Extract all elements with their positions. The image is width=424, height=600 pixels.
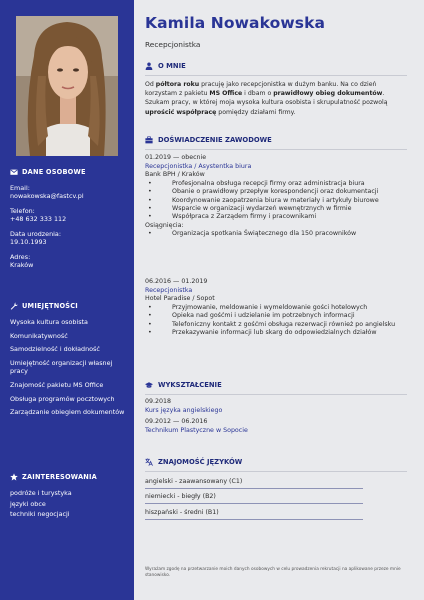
- email-label: Email:: [10, 184, 30, 192]
- job-duties: [145, 304, 407, 338]
- job-company: Hotel Paradise / Sopot: [145, 295, 215, 303]
- language-item: hiszpański - średni (B1): [145, 509, 219, 516]
- duty-item: • Współpraca z Zarządem firmy i pracownikami: [145, 213, 407, 221]
- duty-item: • Opieka nad gośćmi i udzielanie im potrzebnych informacji: [145, 312, 407, 320]
- gdpr-footer: Wyrażam zgodę na przetwarzanie moich danych osobowych w celu prowadzenia rekrutacji na aplikowane przeze mnie stanowisko.: [145, 567, 401, 578]
- interests-heading: [10, 472, 128, 482]
- language-underline: [145, 488, 363, 489]
- language-underline: [145, 503, 363, 504]
- candidate-role: Recepcjonistka: [145, 40, 201, 49]
- education-name: Technikum Plastyczne w Sopocie: [145, 426, 248, 434]
- personal-data-section: [10, 167, 128, 276]
- divider: [145, 75, 407, 76]
- achievements-list: [145, 230, 407, 238]
- skills-heading: [10, 301, 128, 311]
- about-heading: [145, 62, 186, 70]
- sidebar: [0, 0, 134, 600]
- job-dates: 01.2019 — obecnie: [145, 154, 207, 161]
- languages-title: ZNAJOMOŚĆ JĘZYKÓW: [158, 458, 243, 466]
- experience-heading: [145, 136, 272, 144]
- divider: [145, 149, 407, 150]
- duty-item: • Przekazywanie informacji lub skarg do odpowiedzialnych działów: [145, 329, 407, 337]
- envelope-icon: [10, 168, 18, 176]
- duty-item: • Telefoniczny kontakt z gośćmi obsługa rezerwacji również po angielsku: [145, 321, 407, 329]
- birth-value: 19.10.1993: [10, 238, 47, 246]
- languages-heading: [145, 458, 242, 466]
- about-text: Od półtora roku pracuję jako recepcjonistka w dużym banku. Na co dzień korzystam z pakietu MS Office i dbam o prawidłowy obieg dokumentów. Szukam pracy, w której moja wysoka kultura osobista i skrupulatność pozwolą uprościć współpracę pomiędzy działami firmy.: [145, 81, 388, 116]
- achievement-item: • Organizacja spotkania Świątecznego dla 150 pracowników: [145, 230, 407, 238]
- briefcase-icon: [145, 136, 153, 144]
- education-name: Kurs języka angielskiego: [145, 406, 223, 414]
- interests-title: ZAINTERESOWANIA: [22, 473, 97, 481]
- interest-item: podróże i turystyka: [10, 489, 72, 497]
- job-entry: [145, 278, 407, 337]
- education-dates: 09.2018: [145, 398, 172, 405]
- candidate-name: Kamila Nowakowska: [145, 14, 326, 32]
- phone-value: +48 632 333 112: [10, 215, 67, 223]
- skills-title: UMIEJĘTNOŚCI: [22, 302, 78, 310]
- duty-item: • Obanie o prawidłowy przepływ korespondencji oraz dokumentacji: [145, 188, 407, 196]
- skill-item: Samodzielność i dokładność: [10, 345, 100, 354]
- education-title: WYKSZTAŁCENIE: [158, 381, 222, 389]
- personal-data-title: DANE OSOBOWE: [22, 168, 86, 176]
- education-heading: [145, 381, 222, 389]
- skill-item: Wysoka kultura osobista: [10, 318, 88, 326]
- about-title: O MNIE: [158, 62, 186, 70]
- email-value[interactable]: nowakowska@fastcv.pl: [10, 192, 84, 200]
- skill-item: Znajomość pakietu MS Office: [10, 380, 104, 389]
- job-title: Recepcjonistka / Asystentka biura: [145, 162, 252, 170]
- job-dates: 06.2016 — 01.2019: [145, 278, 208, 285]
- job-entry: [145, 154, 407, 239]
- job-title: Recepcjonistka: [145, 286, 193, 294]
- divider: [145, 471, 407, 472]
- translate-icon: [145, 458, 153, 466]
- graduation-cap-icon: [145, 381, 153, 389]
- education-list: [145, 398, 407, 435]
- interest-item: techniki negocjacji: [10, 510, 70, 519]
- language-item: angielski - zaawansowany (C1): [145, 478, 243, 485]
- address-label: Adres:: [10, 253, 31, 261]
- job-duties: [145, 180, 407, 222]
- duty-item: • Przyjmowanie, meldowanie i wymeldowanie gości hotelowych: [145, 304, 407, 312]
- interests-section: [10, 472, 128, 521]
- duty-item: • Wsparcie w organizacji wydarzeń wewnętrznych w firmie: [145, 205, 407, 213]
- achievements-label: Osiągnięcia:: [145, 221, 184, 229]
- phone-label: Telefon:: [10, 207, 35, 215]
- skill-item: Komunikatywność: [10, 331, 68, 340]
- profile-photo: [16, 16, 118, 156]
- birth-label: Data urodzenia:: [10, 230, 61, 238]
- education-dates: 09.2012 — 06.2016: [145, 418, 208, 426]
- skill-item: Zarządzanie obiegiem dokumentów: [10, 408, 125, 417]
- divider: [145, 394, 407, 395]
- address-value: Kraków: [10, 261, 34, 269]
- person-icon: [145, 62, 153, 70]
- language-underline: [145, 519, 363, 520]
- skills-section: [10, 301, 128, 422]
- job-company: Bank BPH / Kraków: [145, 171, 205, 179]
- language-item: niemiecki - biegły (B2): [145, 493, 216, 500]
- personal-data-heading: [10, 167, 128, 177]
- experience-title: DOŚWIADCZENIE ZAWODOWE: [158, 136, 272, 144]
- star-icon: [10, 473, 18, 481]
- skill-item: Obsługa programów pocztowych: [10, 394, 115, 403]
- skill-item: Umiejętność organizacji własnej pracy: [10, 358, 113, 376]
- duty-item: • Profesjonalna obsługa recepcji firmy oraz administracja biura: [145, 180, 407, 188]
- wrench-icon: [10, 302, 18, 310]
- duty-item: • Koordynowanie zaopatrzenia biura w materiały i artykuły biurowe: [145, 197, 407, 205]
- interest-item: języki obce: [10, 499, 46, 508]
